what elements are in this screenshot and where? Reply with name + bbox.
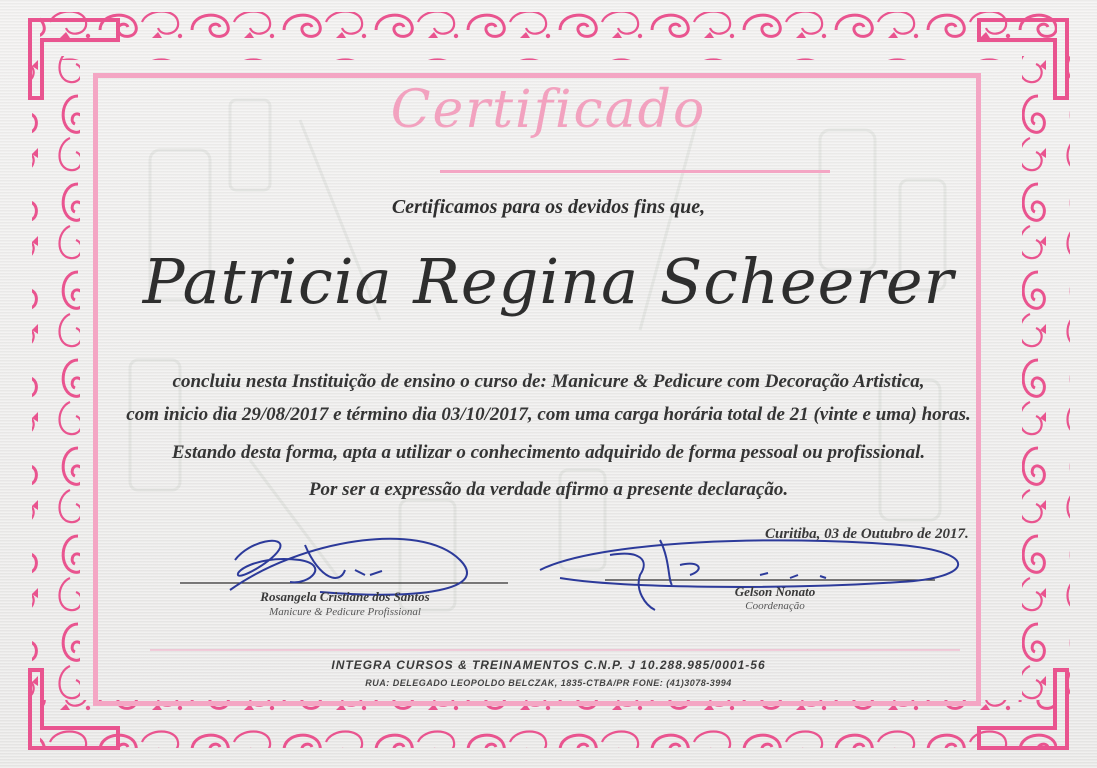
certificate-heading: Certificado xyxy=(390,80,707,140)
signatory-role-right: Coordenação xyxy=(745,600,805,612)
recipient-name: Patricia Regina Scheerer xyxy=(142,245,955,318)
body-line: Estando desta forma, apta a utilizar o conhecimento adquirido de forma pessoal ou profissional. xyxy=(171,442,926,463)
footer-company: INTEGRA CURSOS & TREINAMENTOS C.N.P. J 10.288.985/0001-56 xyxy=(331,658,766,672)
body-line: Por ser a expressão da verdade afirmo a presente declaração. xyxy=(308,479,789,500)
signatory-role-left: Manicure & Pedicure Profissional xyxy=(269,606,421,618)
intro-line: Certificamos para os devidos fins que, xyxy=(391,196,706,218)
body-line: concluiu nesta Instituição de ensino o curso de: Manicure & Pedicure com Decoração Artistica, xyxy=(172,371,925,392)
signatory-name-left: Rosangela Cristiane dos Santos xyxy=(260,589,430,604)
body-line: com inicio dia 29/08/2017 e término dia 03/10/2017, com uma carga horária total de 21 (vinte e uma) horas. xyxy=(126,404,971,425)
place-date: Curitiba, 03 de Outubro de 2017. xyxy=(765,526,969,542)
signatory-name-right: Gelson Nonato xyxy=(734,584,816,599)
footer-address: RUA: DELEGADO LEOPOLDO BELCZAK, 1835-CTBA/PR FONE: (41)3078-3994 xyxy=(365,678,732,688)
